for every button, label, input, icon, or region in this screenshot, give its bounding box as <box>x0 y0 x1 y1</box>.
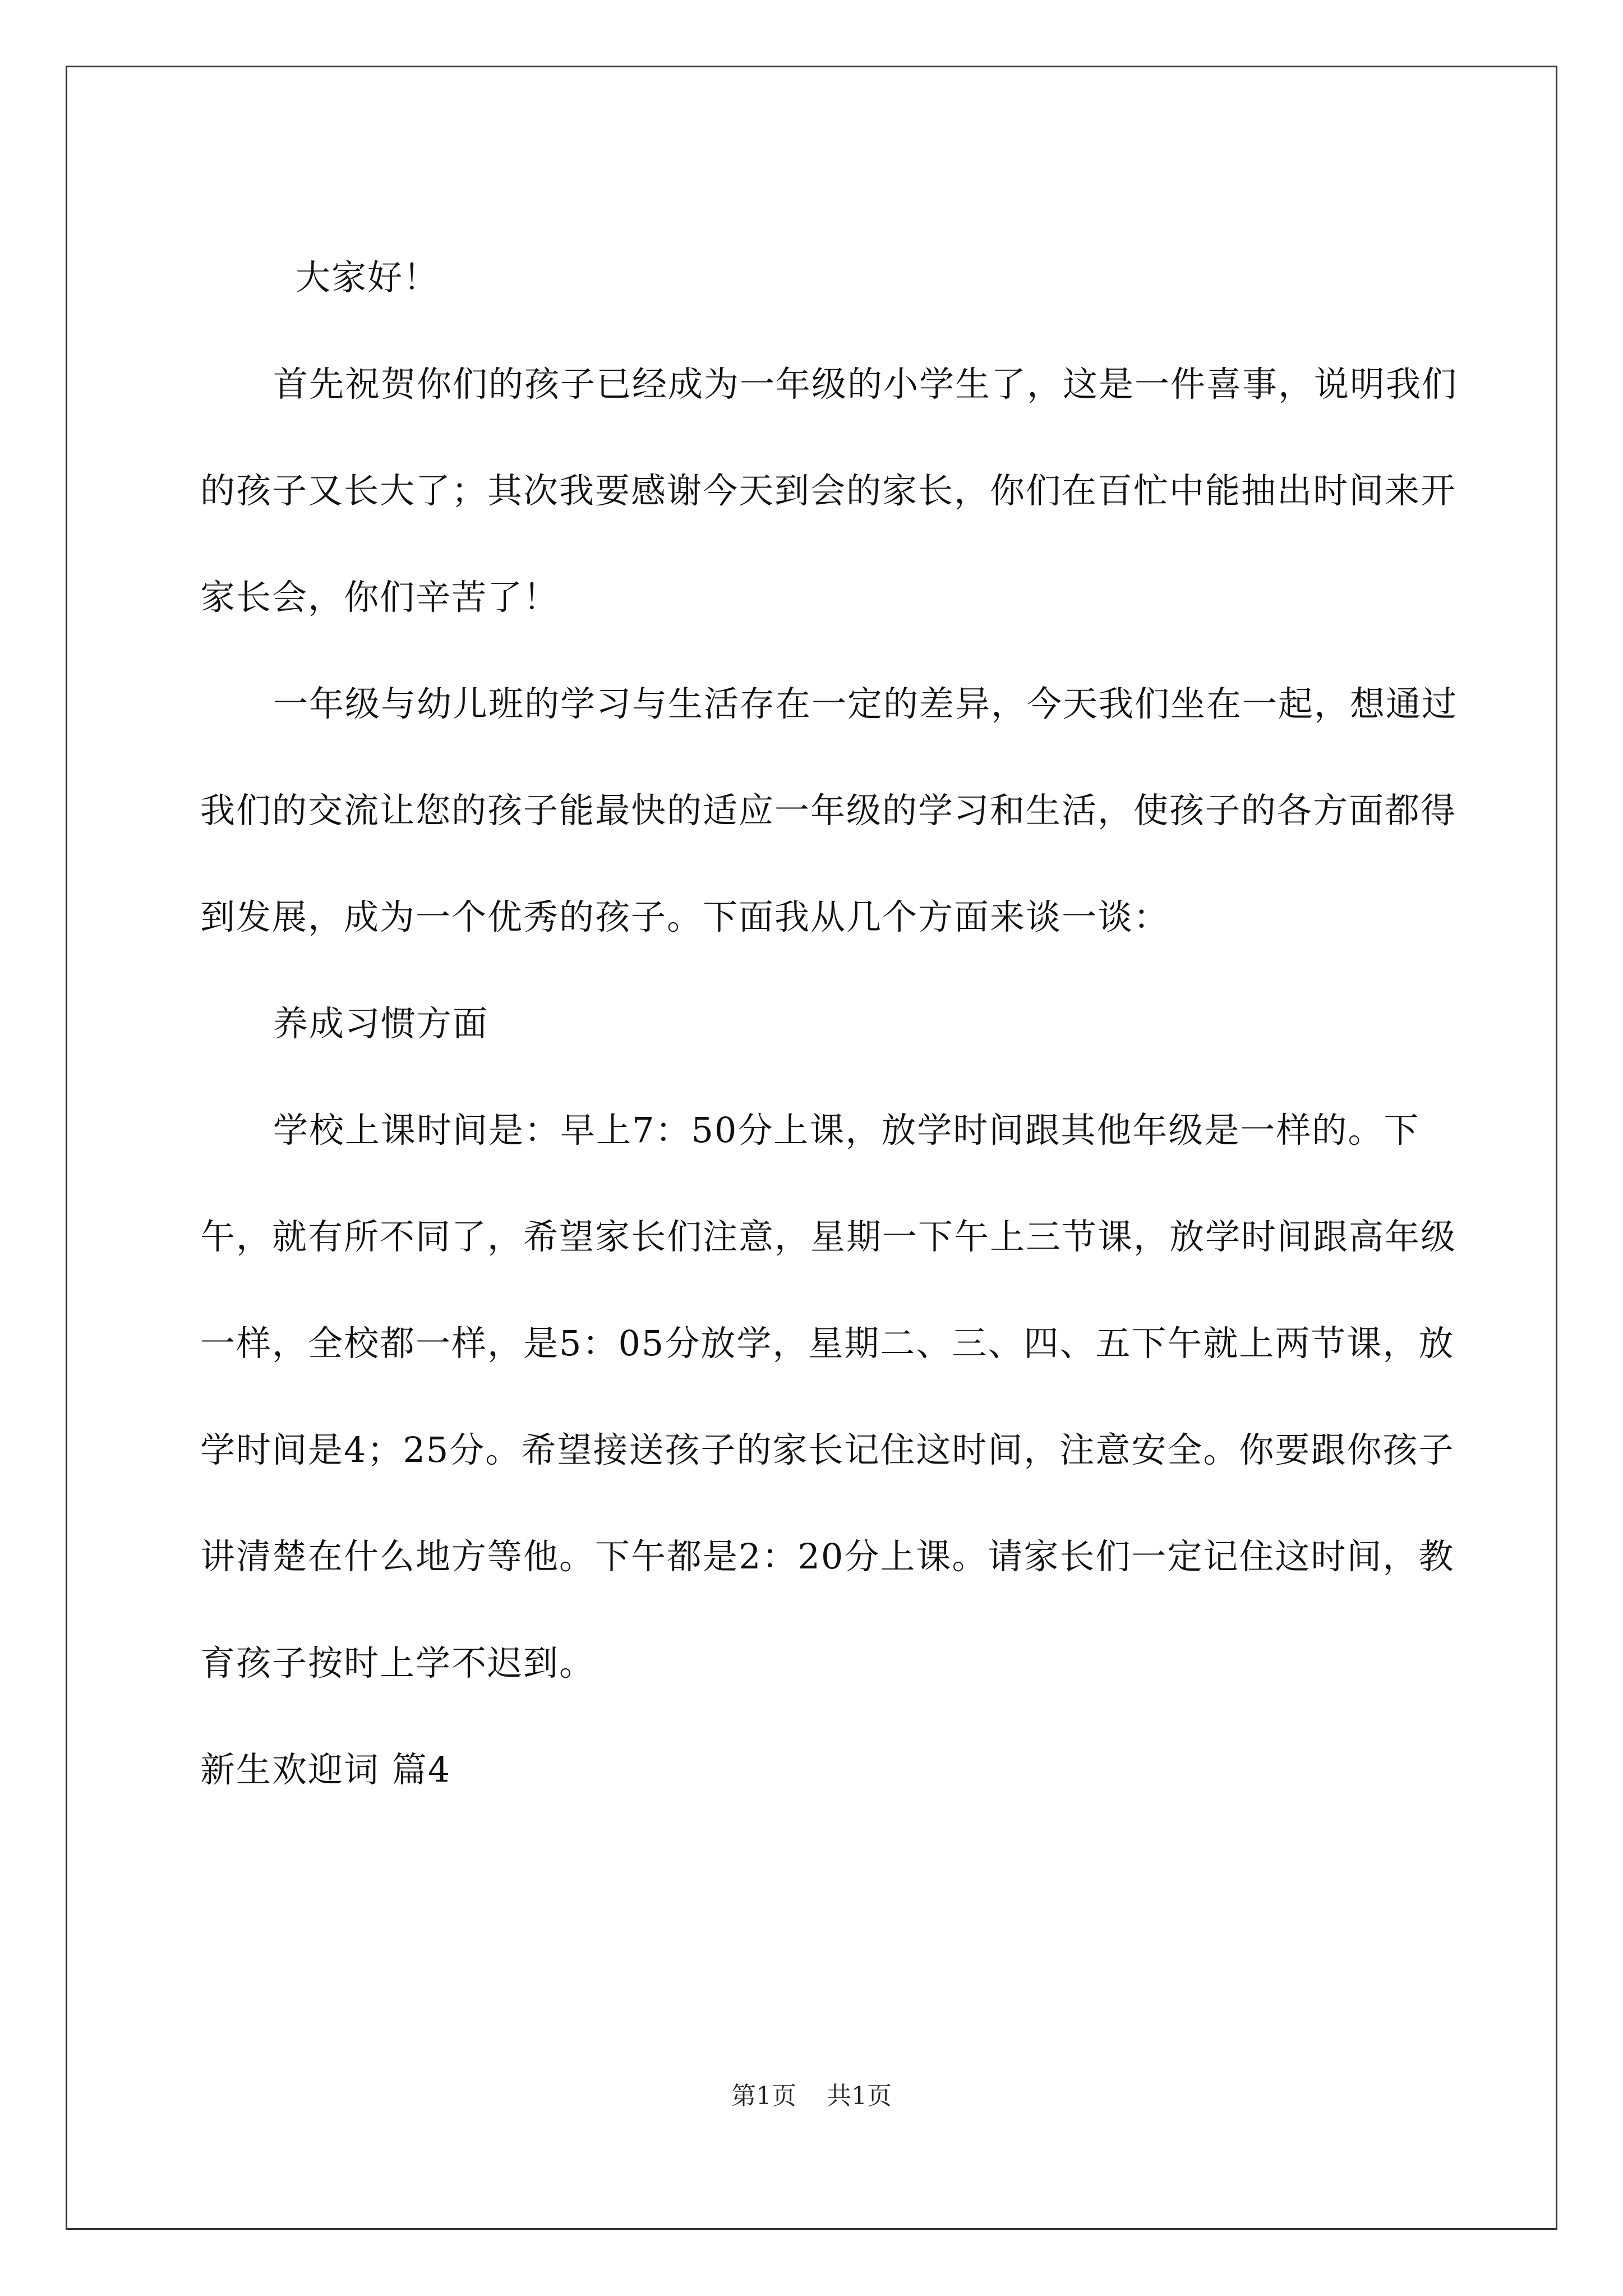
page-total: 共1页 <box>827 2082 892 2110</box>
page-footer <box>0 2076 1623 2111</box>
paragraph-schedule: 学校上课时间是：早上7：50分上课，放学时间跟其他年级是一样的。下午，就有所不同了，希望家长们注意，星期一下午上三节课，放学时间跟高年级一样，全校都一样，是5：05分放学，星期二、三、四、五下午就上两节课，放学时间是4；25分。希望接送孩子的家长记住这时间，注意安全。你要跟你孩子讲清楚在什么地方等他。下午都是2：20分上课。请家长们一定记住这时间，教育孩子按时上学不迟到。 <box>200 1110 1457 1683</box>
document-body <box>200 224 1473 1823</box>
paragraph-greeting: 大家好！ <box>296 257 440 298</box>
paragraph-congratulations: 首先祝贺你们的孩子已经成为一年级的小学生了，这是一件喜事，说明我们的孩子又长大了；其次我要感谢今天到会的家长，你们在百忙中能抽出时间来开家长会，你们辛苦了！ <box>200 364 1458 618</box>
page-current: 第1页 <box>731 2082 796 2110</box>
paragraph-subheading-habits: 养成习惯方面 <box>273 1003 489 1044</box>
section-heading: 新生欢迎词 篇4 <box>200 1749 451 1790</box>
paragraph-introduction: 一年级与幼儿班的学习与生活存在一定的差异，今天我们坐在一起，想通过我们的交流让您的孩子能最快的适应一年级的学习和生活，使孩子的各方面都得到发展，成为一个优秀的孩子。下面我从几个方面来谈一谈： <box>200 683 1458 937</box>
